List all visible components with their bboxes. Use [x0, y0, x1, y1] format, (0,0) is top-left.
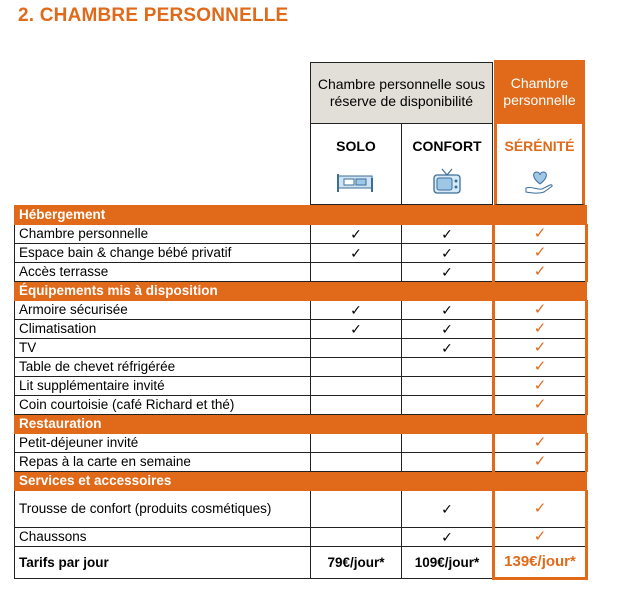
row-label: Climatisation	[15, 320, 311, 339]
table-row	[15, 528, 587, 547]
section-label: Services et accessoires	[15, 472, 587, 491]
column-label-confort: CONFORT	[412, 138, 482, 154]
row-label: Chambre personnelle	[15, 225, 311, 244]
serenite-check: ✓	[494, 263, 587, 282]
table-row	[15, 263, 587, 282]
confort-check: ✓	[402, 491, 494, 528]
row-label: Coin courtoisie (café Richard et thé)	[15, 396, 311, 415]
confort-check: ✓	[402, 225, 494, 244]
solo-check	[311, 491, 402, 528]
confort-check	[402, 377, 494, 396]
solo-check	[311, 377, 402, 396]
price-confort: 109€/jour*	[402, 547, 494, 579]
table-row	[15, 225, 587, 244]
header-serenite-group-label: Chambre personnelle	[494, 60, 585, 124]
comparison-table	[14, 205, 588, 580]
tv-icon	[425, 168, 469, 196]
solo-check	[311, 396, 402, 415]
solo-check: ✓	[311, 244, 402, 263]
confort-check: ✓	[402, 320, 494, 339]
header-group-label: Chambre personnelle sous réserve de disponibilité	[310, 62, 493, 124]
table-row	[15, 339, 587, 358]
serenite-check: ✓	[494, 225, 587, 244]
serenite-check: ✓	[494, 301, 587, 320]
serenite-check: ✓	[494, 339, 587, 358]
row-label: Espace bain & change bébé privatif	[15, 244, 311, 263]
table-row	[15, 244, 587, 263]
price-row	[15, 547, 587, 579]
column-label-solo: SOLO	[336, 138, 376, 154]
solo-check	[311, 434, 402, 453]
column-header-confort	[401, 124, 493, 205]
serenite-check: ✓	[494, 453, 587, 472]
serenite-check: ✓	[494, 434, 587, 453]
solo-check	[311, 453, 402, 472]
confort-check	[402, 434, 494, 453]
solo-check	[311, 263, 402, 282]
row-label: Lit supplémentaire invité	[15, 377, 311, 396]
solo-check	[311, 358, 402, 377]
section-label: Équipements mis à disposition	[15, 282, 587, 301]
column-header-serenite	[494, 124, 585, 205]
confort-check	[402, 358, 494, 377]
solo-check	[311, 339, 402, 358]
serenite-check: ✓	[494, 320, 587, 339]
confort-check: ✓	[402, 528, 494, 547]
row-label: Accès terrasse	[15, 263, 311, 282]
table-row	[15, 377, 587, 396]
column-label-serenite: SÉRÉNITÉ	[504, 138, 575, 154]
solo-check: ✓	[311, 301, 402, 320]
row-label: Armoire sécurisée	[15, 301, 311, 320]
row-label: Repas à la carte en semaine	[15, 453, 311, 472]
table-row	[15, 491, 587, 528]
heart-hand-icon	[518, 168, 562, 196]
table-row	[15, 453, 587, 472]
row-label: Trousse de confort (produits cosmétiques)	[15, 491, 311, 528]
section-header	[15, 472, 587, 491]
section-label: Restauration	[15, 415, 587, 434]
row-label: Petit-déjeuner invité	[15, 434, 311, 453]
table-row	[15, 434, 587, 453]
table-row	[15, 320, 587, 339]
table-row	[15, 358, 587, 377]
confort-check: ✓	[402, 301, 494, 320]
section-header	[15, 206, 587, 225]
section-header	[15, 415, 587, 434]
confort-check	[402, 453, 494, 472]
confort-check	[402, 396, 494, 415]
confort-check: ✓	[402, 244, 494, 263]
row-label: TV	[15, 339, 311, 358]
serenite-check: ✓	[494, 528, 587, 547]
solo-check	[311, 528, 402, 547]
price-label: Tarifs par jour	[15, 547, 311, 579]
price-serenite: 139€/jour*	[494, 547, 587, 579]
page-title: 2. CHAMBRE PERSONNELLE	[18, 5, 289, 26]
row-label: Table de chevet réfrigérée	[15, 358, 311, 377]
row-label: Chaussons	[15, 528, 311, 547]
price-solo: 79€/jour*	[311, 547, 402, 579]
confort-check: ✓	[402, 339, 494, 358]
serenite-check: ✓	[494, 491, 587, 528]
column-header-solo	[310, 124, 402, 205]
table-row	[15, 396, 587, 415]
serenite-check: ✓	[494, 358, 587, 377]
section-header	[15, 282, 587, 301]
serenite-check: ✓	[494, 396, 587, 415]
solo-check: ✓	[311, 225, 402, 244]
bed-icon	[334, 168, 378, 196]
table-row	[15, 301, 587, 320]
serenite-check: ✓	[494, 377, 587, 396]
confort-check: ✓	[402, 263, 494, 282]
solo-check: ✓	[311, 320, 402, 339]
serenite-check: ✓	[494, 244, 587, 263]
section-label: Hébergement	[15, 206, 587, 225]
